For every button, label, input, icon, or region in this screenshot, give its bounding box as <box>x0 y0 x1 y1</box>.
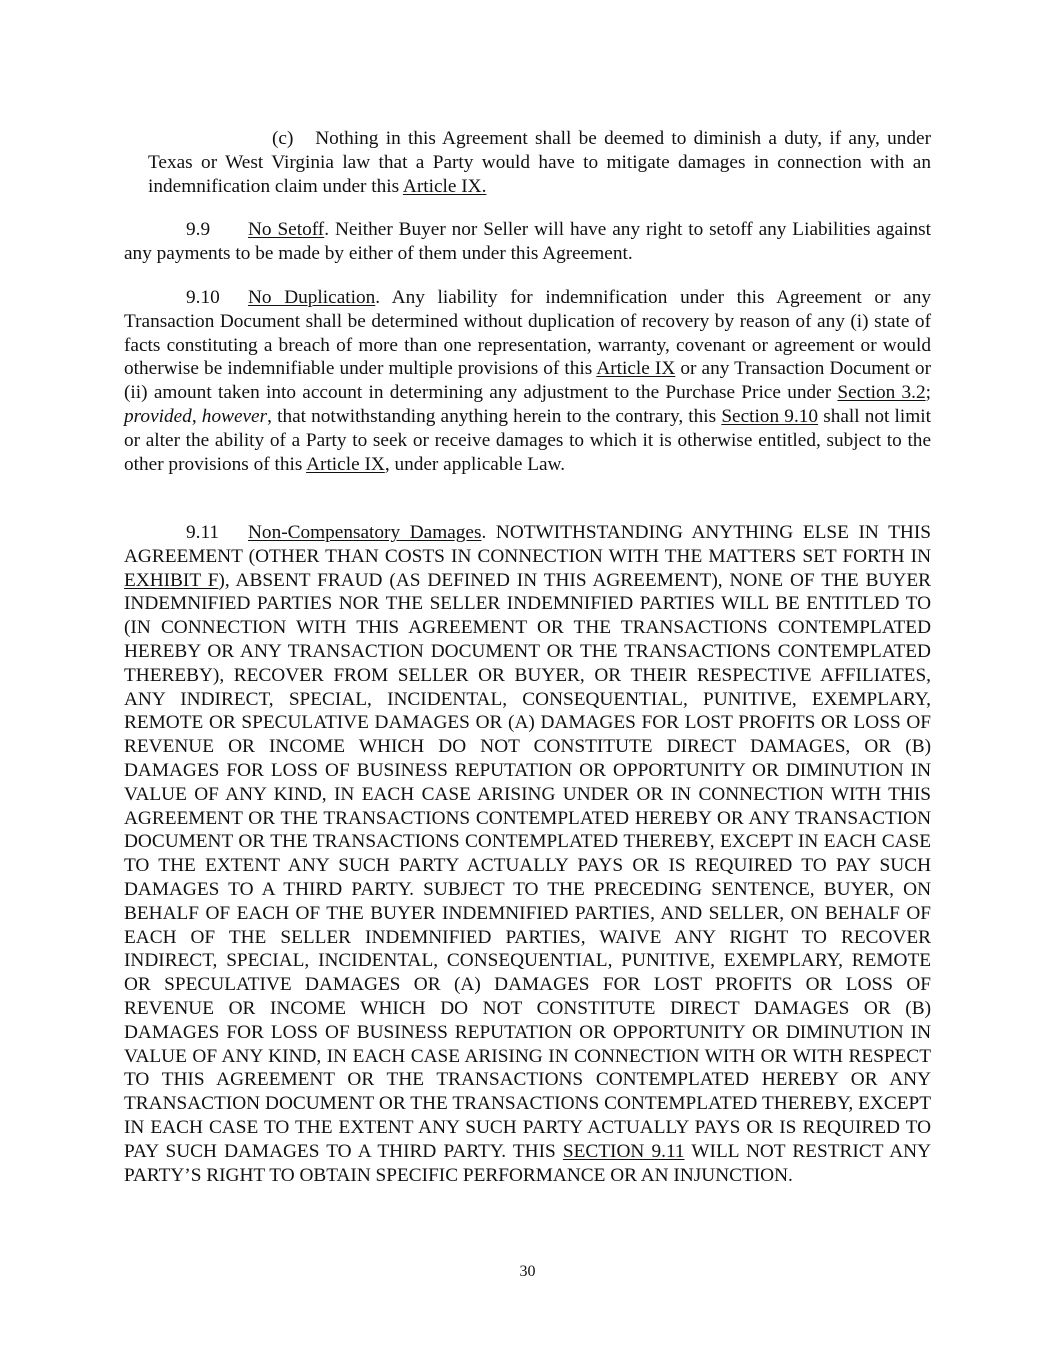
section-9-10-heading: No Duplication <box>248 287 376 308</box>
section-9-11-text-3: WILL NOT RESTRICT ANY PARTY’S RIGHT TO OBTAIN SPECIFIC PERFORMANCE OR AN INJUNCTION. <box>124 1140 931 1186</box>
article-ix-reference[interactable]: Article IX. <box>402 175 487 197</box>
section-9-10-text-7: , under applicable Law. <box>384 453 566 475</box>
article-ix-reference[interactable]: Article IX <box>596 358 676 380</box>
section-9-9-number: 9.9 <box>186 219 211 240</box>
however-italic: however <box>201 405 268 427</box>
section-9-9-text: . Neither Buyer nor Seller will have any right to setoff any Liabilities against any payments to be made by either of them under this Agreement. <box>124 219 931 264</box>
section-9-11-text-2: ), ABSENT FRAUD (AS DEFINED IN THIS AGREEMENT), NONE OF THE BUYER INDEMNIFIED PARTIES NOR THE SELLER INDEMNIFIED PARTIES WILL BE ENTITLED TO (IN CONNECTION WITH THIS AGREEMENT OR THE TRANSACTIONS CONTEMPLATED HEREBY OR ANY TRANSACTION DOCUMENT OR THE TRANSACTIONS CONTEMPLATED THEREBY), RECOVER FROM SELLER OR BUYER, OR THEIR RESPECTIVE AFFILIATES, ANY INDIRECT, SPECIAL, INCIDENTAL, CONSEQUENTIAL, PUNITIVE, EXEMPLARY, REMOTE OR SPECULATIVE DAMAGES OR (A) DAMAGES FOR LOST PROFITS OR LOSS OF REVENUE OR INCOME WHICH DO NOT CONSTITUTE DIRECT DAMAGES, OR (B) DAMAGES FOR LOSS OF BUSINESS REPUTATION OR OPPORTUNITY OR DIMINUTION IN VALUE OF ANY KIND, IN EACH CASE ARISING UNDER OR IN CONNECTION WITH THIS AGREEMENT OR THE TRANSACTIONS CONTEMPLATED HEREBY OR ANY TRANSACTION DOCUMENT OR THE TRANSACTIONS CONTEMPLATED THEREBY, EXCEPT IN EACH CASE TO THE EXTENT ANY SUCH PARTY ACTUALLY PAYS OR IS REQUIRED TO PAY SUCH DAMAGES TO A THIRD PARTY. SUBJECT TO THE PRECEDING SENTENCE, BUYER, ON BEHALF OF EACH OF THE BUYER INDEMNIFIED PARTIES, AND SELLER, ON BEHALF OF EACH OF THE SELLER INDEMNIFIED PARTIES, WAIVE ANY RIGHT TO RECOVER INDIRECT, SPECIAL, INCIDENTAL, CONSEQUENTIAL, PUNITIVE, EXEMPLARY, REMOTE OR SPECULATIVE DAMAGES OR (A) DAMAGES FOR LOST PROFITS OR LOSS OF REVENUE OR INCOME WHICH DO NOT CONSTITUTE DIRECT DAMAGES OR (B) DAMAGES FOR LOSS OF BUSINESS REPUTATION OR OPPORTUNITY OR DIMINUTION IN VALUE OF ANY KIND, IN EACH CASE ARISING IN CONNECTION WITH OR WITH RESPECT TO THIS AGREEMENT OR THE TRANSACTIONS CONTEMPLATED HEREBY OR ANY TRANSACTION DOCUMENT OR THE TRANSACTIONS CONTEMPLATED THEREBY, EXCEPT IN EACH CASE TO THE EXTENT ANY SUCH PARTY ACTUALLY PAYS OR IS REQUIRED TO PAY SUCH DAMAGES TO A THIRD PARTY. THIS <box>124 569 931 1162</box>
section-9-10 <box>124 286 931 476</box>
section-9-11-reference[interactable]: SECTION 9.11 <box>562 1140 685 1162</box>
section-9-10-text-5: , that notwithstanding anything herein to the contrary, this <box>267 405 722 427</box>
section-9-11-number: 9.11 <box>186 522 220 543</box>
section-9-9-heading: No Setoff <box>248 219 325 240</box>
section-9-11-heading: Non-Compensatory Damages <box>248 522 482 543</box>
section-3-2-reference[interactable]: Section 3.2 <box>837 382 926 404</box>
page-number: 30 <box>519 1263 536 1280</box>
paragraph-c-label: (c) <box>272 128 294 149</box>
section-9-10-reference[interactable]: Section 9.10 <box>721 405 819 427</box>
section-9-10-text-4: , <box>191 405 202 427</box>
provided-italic: provided <box>124 405 192 427</box>
section-9-10-text-2: or any Transaction Document or (ii) amount taken into account in determining any adjustment to the Purchase Price under <box>124 358 931 404</box>
exhibit-f-reference[interactable]: EXHIBIT F <box>124 569 219 591</box>
article-ix-reference[interactable]: Article IX <box>306 453 385 475</box>
section-9-11 <box>124 521 931 1187</box>
section-9-11-text-1: . NOTWITHSTANDING ANYTHING ELSE IN THIS AGREEMENT (OTHER THAN COSTS IN CONNECTION WITH THE MATTERS SET FORTH IN <box>124 522 931 567</box>
paragraph-c-text: Nothing in this Agreement shall be deemed to diminish a duty, if any, under Texas or West Virginia law that a Party would have to mitigate damages in connection with an indemnification claim under this <box>148 128 931 197</box>
section-9-10-text-1: . Any liability for indemnification under this Agreement or any Transaction Document shall be determined without duplication of recovery by reason of any (i) state of facts constituting a breach of more than one representation, warranty, covenant or agreement or would otherwise be indemnifiable under multiple provisions of this <box>124 287 931 380</box>
section-9-9 <box>124 218 931 266</box>
section-9-10-number: 9.10 <box>186 287 220 308</box>
paragraph-c <box>148 127 931 198</box>
section-9-10-text-6: shall not limit or alter the ability of a Party to seek or receive damages to which it is otherwise entitled, subject to the other provisions of this <box>124 405 931 475</box>
section-9-10-text-3: ; <box>925 382 931 404</box>
